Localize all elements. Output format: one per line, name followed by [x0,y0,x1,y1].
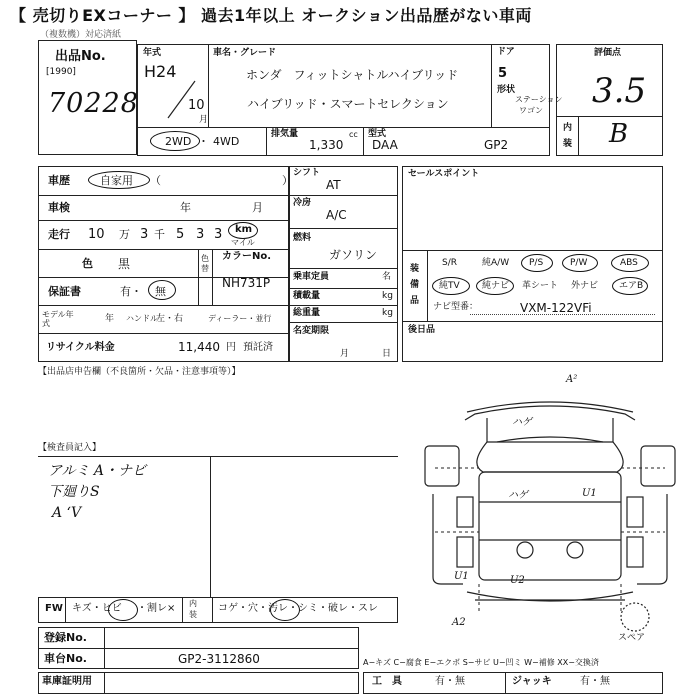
navi-model-value: VXM-122VFi [520,301,592,315]
tools-label: 工 具 [372,676,402,687]
damage-mark-4: U1 [582,488,597,499]
color-change-label: 色替 [201,254,209,273]
shaken-year: 年 [180,201,191,214]
inspector-line-2: 下廻りS [48,484,100,500]
year-value: H24 [144,62,177,81]
interior-label-1: 内 [563,123,573,133]
total-weight-label: 総重量 [293,308,321,318]
equip-leather: 革シート [522,281,559,291]
warranty-no: 無 [155,285,166,298]
post-install-label: 後日品 [408,325,436,335]
lot-label: 出品No. [55,49,106,64]
color-value: 黒 [118,257,131,271]
color-no-label: カラーNo. [222,251,272,262]
jack-value: 有・無 [580,676,610,687]
shape-opt-station: ステーション [515,95,563,104]
equipment-label-3: 品 [410,296,420,306]
drive-2wd: 2WD [165,135,192,148]
sales-point-label: セールスポイント [408,169,480,179]
capacity-label: 乗車定員 [293,272,330,282]
equip-alloy: 純A/W [482,258,510,268]
total-weight-unit: kg [382,308,393,318]
shift-value: AT [326,178,341,192]
warranty-yes: 有・ [120,285,142,298]
interior-row-label-2: 装 [189,610,197,619]
recycle-label: リサイクル料金 [46,342,115,353]
name-change-day: 日 [382,349,392,359]
recycle-unit: 円 [226,342,236,353]
equipment-label-1: 装 [410,264,420,274]
color-no-value: NH731P [222,276,271,290]
displacement-unit: cc [349,130,358,139]
recycle-status: 預託済 [243,342,273,353]
mileage-d0: 10 [88,227,105,242]
shaken-month: 月 [252,201,263,214]
equip-navi: 純ナビ [482,281,510,291]
capacity-unit: 名 [382,272,392,282]
month-value: 10 [188,98,205,113]
month-unit: 月 [199,115,209,125]
navi-model-label: ナビ型番： [433,302,479,312]
equip-ps: P/S [529,258,544,268]
mileage-unit-mile: マイル [231,238,255,247]
inspector-line-1: アルミ A・ナビ [48,463,147,479]
reg-no-label: 登録No. [44,631,87,644]
shift-label: シフト [293,168,321,178]
jack-label: ジャッキ [512,676,552,687]
drive-sep: ・ [198,135,209,148]
shape-opt-wagon: ワゴン [519,106,543,115]
mileage-label: 走行 [48,228,70,241]
spare-tire-icon [621,603,649,631]
ac-label: 冷房 [293,198,312,208]
dealer-label: ディーラー・並行 [208,314,272,323]
seller-notes-label: 【出品店申告欄（不良箇所・欠品・注意事項等）】 [38,367,241,377]
history-label: 車歴 [48,174,70,187]
interior-row-label-1: 内 [189,599,197,608]
door-value: 5 [498,66,508,81]
damage-mark-2: ハゲ [512,417,532,428]
fuel-label: 燃料 [293,233,312,243]
sub-note: （複数機）対応済紙 [40,30,122,40]
tools-value: 有・無 [435,676,465,687]
mileage-d1: 万 [119,228,130,241]
history-paren: （ ） [150,174,293,187]
color-label: 色 [82,257,93,270]
displacement-value: 1,330 [309,138,344,152]
interior-value: B [609,119,629,149]
garage-cert-label: 車庫証明用 [42,676,92,687]
damage-mark-7: A2 [452,617,466,628]
ac-value: A/C [326,208,347,222]
interior-label-2: 装 [563,139,573,149]
type-label: 型式 [368,129,387,139]
car-diagram [405,372,695,637]
inspector-line-3: A ‘V [52,505,82,521]
fw-circle [108,599,138,621]
fw-items-b: ・割レ× [137,603,176,614]
interior-items: コゲ・穴・汚レ・シミ・破レ・スレ [218,603,378,614]
damage-legend: A−キズ C−腐食 E−エクボ S−サビ U−凹ミ W−補修 XX−交換済 [363,658,599,667]
shaken-label: 車検 [48,201,70,214]
type-prefix: DAA [372,138,398,152]
recycle-value: 11,440 [178,340,220,354]
warranty-label: 保証書 [48,285,81,298]
history-value: 自家用 [100,174,133,187]
equip-airbag: エアB [619,281,644,291]
lot-number: 70228 [48,88,139,119]
interior-circle [270,599,300,621]
make-model: ホンダ フィットシャトルハイブリッド [246,68,459,82]
load-label: 積載量 [293,291,321,301]
name-change-label: 名変期限 [293,326,330,336]
lot-small: [1990] [46,67,76,77]
name-label: 車名・グレード [213,48,277,58]
inspector-label: 【検査員記入】 [38,443,102,453]
name-change-month: 月 [340,349,350,359]
score-label: 評価点 [594,48,622,58]
damage-mark-6: U2 [510,575,525,586]
equip-pw: P/W [570,258,588,268]
mileage-unit-km: km [235,224,253,235]
handle-options: 左・右 [156,314,184,324]
banner-text: 【 売切りEXコーナー 】 過去1年以上 オークション出品歴がない車両 [10,6,532,25]
model-year-label: モデル年式 [42,310,74,328]
handle-label: ハンドル [126,314,158,323]
displacement-label: 排気量 [271,129,299,139]
grade: ハイブリッド・スマートセレクション [247,97,449,111]
score-value: 3.5 [592,71,647,111]
year-label: 年式 [143,48,162,58]
mileage-d4: 5 [176,227,185,242]
type-value: GP2 [484,138,509,152]
spare-label: スペア [618,633,646,643]
mileage-d5: 3 [196,227,205,242]
shape-label: 形状 [497,85,516,95]
fw-items: キズ・ヒビ [72,603,122,614]
chassis-value: GP2-3112860 [178,652,260,666]
load-unit: kg [382,291,393,301]
damage-mark-3: ハゲ [508,490,528,501]
mileage-d2: 3 [140,227,149,242]
chassis-label: 車台No. [44,652,87,665]
equip-ext-navi: 外ナビ [571,281,599,291]
equip-sr: S/R [442,258,457,268]
mileage-d3: 千 [154,228,165,241]
mileage-d6: 3 [214,227,223,242]
door-label: ドア [497,47,515,57]
banner-title [4,3,696,29]
equip-tv: 純TV [439,281,460,291]
damage-mark-5: U1 [454,571,469,582]
equipment-label-2: 備 [410,280,420,290]
damage-mark-1: A² [566,374,578,385]
drive-4wd: 4WD [213,135,240,148]
fuel-value: ガソリン [329,248,378,262]
fw-label: FW [45,603,63,614]
equip-abs: ABS [620,258,638,268]
model-year-unit: 年 [105,314,115,324]
